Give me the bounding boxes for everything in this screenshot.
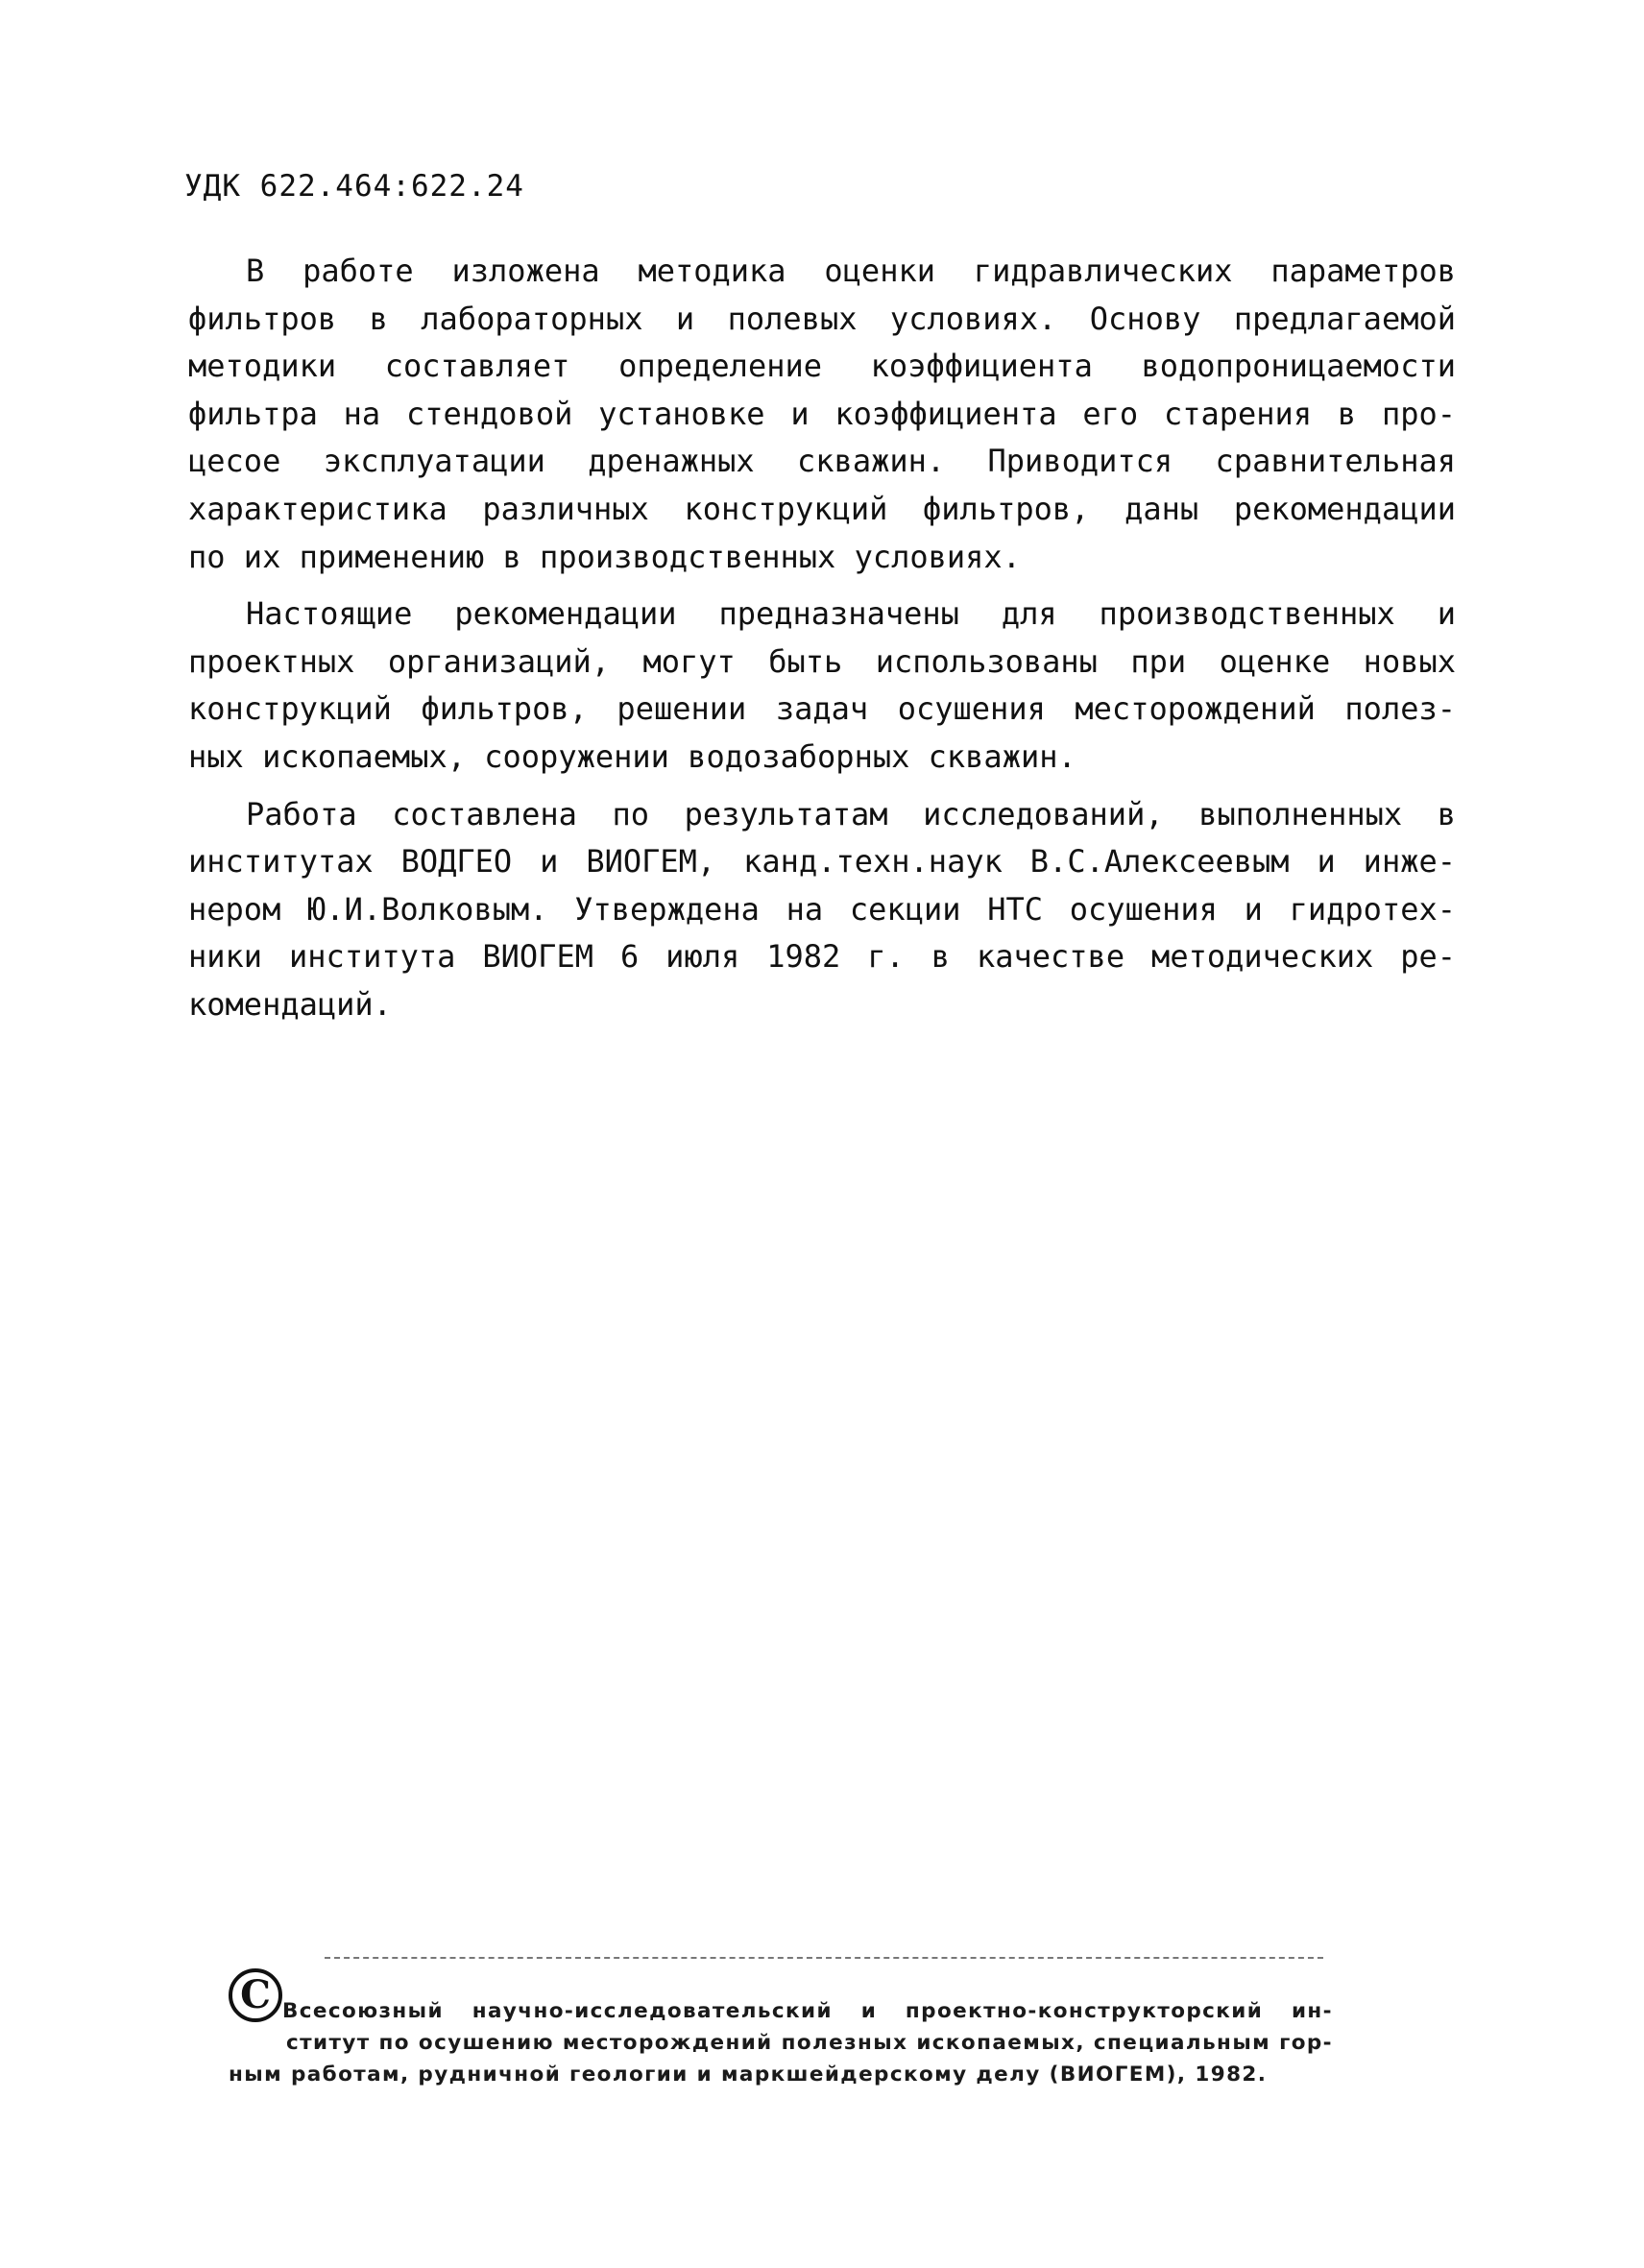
text-line: по их применению в производственных условиях.	[188, 538, 1021, 575]
copyright-line: ным работам, рудничной геологии и маркшейдерскому делу (ВИОГЕМ), 1982.	[229, 2063, 1268, 2087]
divider	[325, 1957, 1323, 1959]
abstract-text	[188, 248, 1456, 1039]
text-line: Настоящие рекомендации предназначены для производственных и	[246, 595, 1456, 633]
text-line: В работе изложена методика оценки гидравлических параметров	[246, 253, 1456, 289]
paragraph-3	[188, 791, 1456, 1029]
paragraph-1	[188, 248, 1456, 581]
text-line: Работа составлена по результатам исследований, выполненных в	[246, 795, 1456, 832]
text-line: конструкций фильтров, решении задач осушения месторождений полез-	[188, 690, 1456, 728]
text-line: институтах ВОДГЕО и ВИОГЕМ, канд.техн.наук В.С.Алексеевым и инже-	[188, 843, 1456, 881]
text-line: характеристика различных конструкций фильтров, даны рекомендации	[188, 490, 1456, 527]
text-line: фильтров в лабораторных и полевых условиях. Основу предлагаемой	[188, 300, 1456, 337]
text-line: проектных организаций, могут быть использованы при оценке новых	[188, 642, 1456, 680]
copyright-line: Всесоюзный научно-исследовательский и проектно-конструкторский ин-	[282, 1999, 1333, 2023]
text-line: ных ископаемых, сооружении водозаборных скважин.	[188, 737, 1076, 775]
copyright-line: ститут по осушению месторождений полезных ископаемых, специальным гор-	[286, 2031, 1333, 2055]
copyright-icon: C	[229, 1968, 282, 2022]
paragraph-2	[188, 591, 1456, 781]
text-line: комендаций.	[188, 985, 392, 1023]
text-line: ники института ВИОГЕМ 6 июля 1982 г. в качестве методических ре-	[188, 938, 1456, 976]
text-line: методики составляет определение коэффициента водопроницаемости	[188, 348, 1456, 385]
text-line: нером Ю.И.Волковым. Утверждена на секции НТС осушения и гидротех-	[188, 890, 1456, 928]
udk-classification: УДК 622.464:622.24	[184, 169, 524, 204]
copyright-text	[229, 1995, 1333, 2090]
text-line: фильтра на стендовой установке и коэффициента его старения в про-	[188, 395, 1456, 432]
text-line: цесое эксплуатации дренажных скважин. Приводится сравнительная	[188, 443, 1456, 480]
